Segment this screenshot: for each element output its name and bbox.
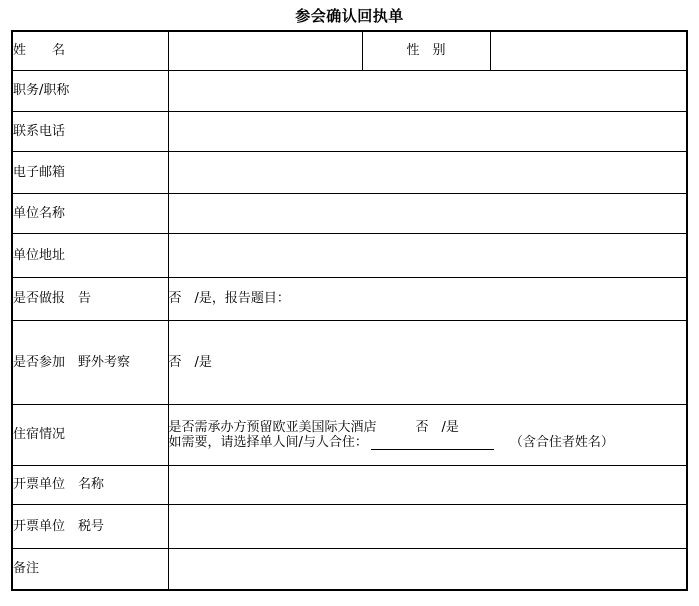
input-name[interactable]: [168, 31, 362, 70]
room-choice-blank[interactable]: [371, 436, 494, 450]
input-invoice-tax-number[interactable]: [168, 504, 687, 548]
table-row: [12, 277, 687, 320]
input-email[interactable]: [168, 151, 687, 193]
table-row: [12, 548, 687, 590]
input-org-name[interactable]: [168, 193, 687, 233]
table-row: [12, 465, 687, 504]
label-remarks: 备注: [12, 548, 168, 590]
label-position-title: 职务/职称: [12, 70, 168, 111]
label-org-name: 单位名称: [12, 193, 168, 233]
table-row: [12, 151, 687, 193]
input-org-address[interactable]: [168, 233, 687, 277]
table-row: [12, 320, 687, 404]
label-org-address: 单位地址: [12, 233, 168, 277]
label-field-trip: 是否参加 野外考察: [12, 320, 168, 404]
input-report[interactable]: 否 /是，报告题目：: [168, 277, 687, 320]
label-gender: 性 别: [362, 31, 490, 70]
label-email: 电子邮箱: [12, 151, 168, 193]
input-field-trip[interactable]: 否 /是: [168, 320, 687, 404]
form-title: 参会确认回执单: [295, 7, 404, 25]
label-accommodation: 住宿情况: [12, 404, 168, 465]
input-invoice-name[interactable]: [168, 465, 687, 504]
label-contact-phone: 联系电话: [12, 111, 168, 151]
label-invoice-name: 开票单位 名称: [12, 465, 168, 504]
label-name: 姓 名: [12, 31, 168, 70]
room-choice-line: [169, 435, 687, 450]
input-accommodation[interactable]: [168, 404, 687, 465]
hotel-reservation-question: 是否需承办方预留欧亚美国际大酒店 否 /是: [168, 419, 459, 435]
roommate-name-note: （含合住者姓名）: [509, 434, 614, 450]
label-invoice-tax-number: 开票单位 税号: [12, 504, 168, 548]
input-remarks[interactable]: [168, 548, 687, 590]
table-row: [12, 504, 687, 548]
table-row: [12, 193, 687, 233]
table-row: [12, 70, 687, 111]
table-row: [12, 233, 687, 277]
input-gender[interactable]: [490, 31, 687, 70]
table-row: [12, 31, 687, 70]
input-contact-phone[interactable]: [168, 111, 687, 151]
room-choice-prefix: 如需要，请选择单人间/与人合住：: [168, 434, 368, 450]
table-row: [12, 404, 687, 465]
input-position-title[interactable]: [168, 70, 687, 111]
table-row: [12, 111, 687, 151]
label-report: 是否做报 告: [12, 277, 168, 320]
confirmation-form-table: [11, 30, 688, 591]
